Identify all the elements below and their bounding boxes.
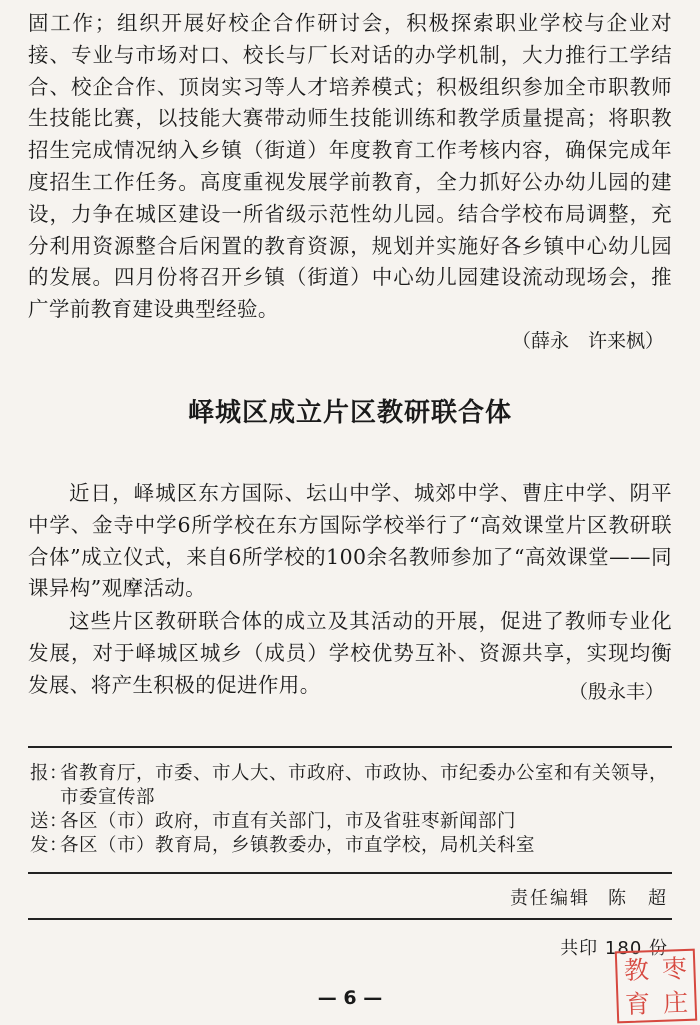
top-divider [28,746,672,748]
middle-divider [28,872,672,874]
distribution-text: 各区（市）教育局，乡镇教委办，市直学校，局机关科室 [60,835,536,856]
page-number: — 6 — [317,987,383,1009]
distribution-label: 报： [30,763,69,784]
distribution-report [30,762,670,810]
distribution-issue [30,834,670,858]
article-paragraph-1: 近日，峄城区东方国际、坛山中学、城郊中学、曹庄中学、阴平中学、金寺中学6所学校在东方国际学校举行了“高效课堂片区教研联合体”成立仪式，来自6所学校的100余名教师参加了“高效课堂——同课异构”观摩活动。 [28,481,672,601]
article-byline: （殷永丰） [568,681,664,703]
editor-name: 陈 超 [608,888,668,909]
distribution-list [30,762,670,858]
distribution-label: 发： [30,835,69,856]
top-article-byline: （薛永 许来枫） [511,330,664,352]
distribution-text: 各区（市）政府，市直有关部门，市及省驻枣新闻部门 [60,811,517,832]
editor-label: 责任编辑 [510,888,590,909]
bottom-divider [28,918,672,920]
red-seal-stamp [615,949,697,1024]
article-title: 峄城区成立片区教研联合体 [187,398,512,428]
seal-char: 枣 [661,953,688,984]
distribution-label: 送： [30,811,69,832]
top-article-paragraph: 固工作；组织开展好校企合作研讨会，积极探索职业学校与企业对接、专业与市场对口、校长与厂长对话的办学机制，大力推行工学结合、校企合作、顶岗实习等人才培养模式；积极组织参加全市职教师生技能比赛，以技能大赛带动师生技能训练和教学质量提高；将职教招生完成情况纳入乡镇（街道）年度教育工作考核内容，确保完成年度招生工作任务。高度重视发展学前教育，全力抓好公办幼儿园的建设，力争在城区建设一所省级示范性幼儿园。结合学校布局调整，充分利用资源整合后闲置的教育资源，规划并实施好各乡镇中心幼儿园的发展。四月份将召开乡镇（街道）中心幼儿园建设流动现场会，推广学前教育建设典型经验。 [28,11,672,322]
print-copies: 共印 180 份 [560,938,668,959]
article-paragraph-2: 这些片区教研联合体的成立及其活动的开展，促进了教师专业化发展，对于峄城区城乡（成员）学校优势互补、资源共享，实现均衡发展、将产生积极的促进作用。 [28,609,672,697]
seal-char: 教 [623,954,650,985]
distribution-send [30,810,670,834]
responsible-editor [510,884,668,910]
seal-char: 育 [624,988,651,1019]
seal-char: 庄 [662,987,689,1018]
distribution-text: 省教育厅，市委、市人大、市政府、市政协、市纪委办公室和有关领导，市委宣传部 [60,763,669,808]
